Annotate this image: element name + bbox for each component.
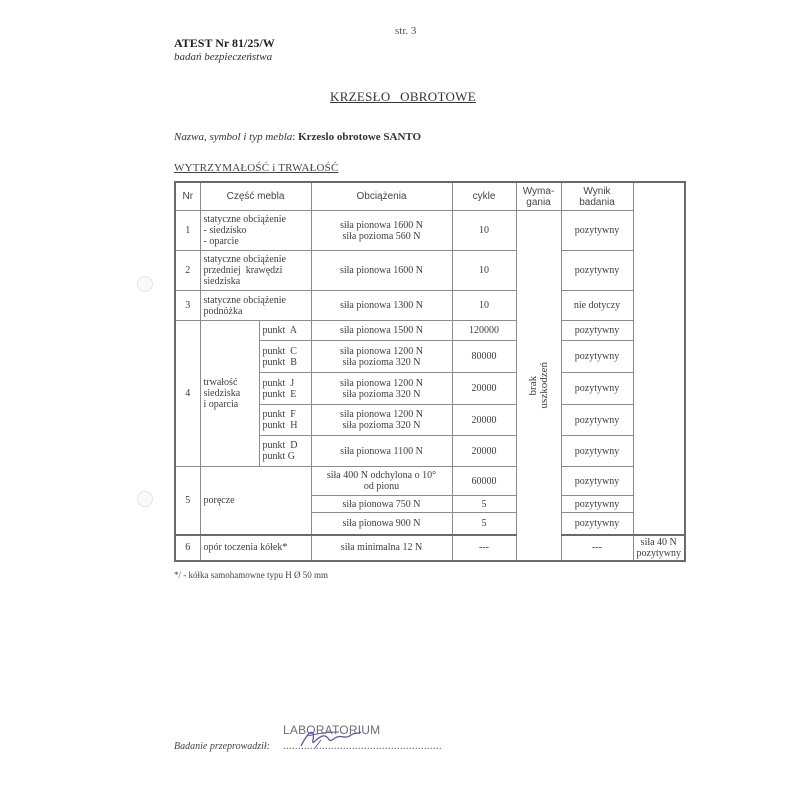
certificate-number: ATEST Nr 81/25/W	[174, 36, 275, 50]
footnote: */ - kółka samohamowne typu H Ø 50 mm	[174, 570, 328, 580]
row-cycles: 10	[452, 251, 516, 291]
furniture-label: Nazwa, symbol i typ mebla	[174, 131, 293, 143]
laboratory-stamp: LABORATORIUM	[283, 723, 381, 737]
table-row	[175, 467, 685, 496]
row-load: siła pionowa 1200 N siła pozioma 320 N	[311, 373, 452, 405]
row-load: siła pionowa 750 N	[311, 496, 452, 513]
row-cycles: 20000	[452, 405, 516, 436]
row-nr: 2	[175, 251, 200, 291]
row-load: siła pionowa 1200 N siła pozioma 320 N	[311, 405, 452, 436]
row-load: siła pionowa 1300 N	[311, 291, 452, 321]
row-result: pozytywny	[561, 405, 633, 436]
header-cycles: cykle	[452, 182, 516, 211]
row-part: opór toczenia kółek*	[200, 535, 311, 561]
row-result: siła 40 N pozytywny	[633, 535, 685, 561]
row-cycles: 20000	[452, 373, 516, 405]
row-nr: 5	[175, 467, 200, 535]
row-load: siła pionowa 900 N	[311, 513, 452, 535]
page-number: str. 3	[395, 25, 417, 37]
row-cycles: 10	[452, 291, 516, 321]
header-part: Część mebla	[200, 182, 311, 211]
row-points: punkt F punkt H	[259, 405, 311, 436]
row-nr: 4	[175, 321, 200, 467]
row-load: siła pionowa 1600 N	[311, 251, 452, 291]
row-result: pozytywny	[561, 513, 633, 535]
row-cycles: 60000	[452, 467, 516, 496]
table-row	[175, 321, 685, 341]
row-cycles: 5	[452, 496, 516, 513]
table-row	[175, 251, 685, 291]
table-row	[175, 211, 685, 251]
row-part: trwałość siedziska i oparcia	[200, 321, 259, 467]
signature-icon	[295, 726, 365, 752]
punch-hole-bottom	[137, 491, 153, 507]
header-nr: Nr	[175, 182, 200, 211]
row-points: punkt J punkt E	[259, 373, 311, 405]
row-load: siła 400 N odchylona o 10° od pionu	[311, 467, 452, 496]
punch-hole-top	[137, 276, 153, 292]
row-cycles: 5	[452, 513, 516, 535]
header-load: Obciążenia	[311, 182, 452, 211]
row-load: siła pionowa 1100 N	[311, 436, 452, 467]
table-header-row	[175, 182, 685, 211]
document-title: KRZESŁO OBROTOWE	[330, 89, 476, 104]
row-points: punkt D punkt G	[259, 436, 311, 467]
signature-line: .....................................................	[283, 741, 442, 752]
row-result: nie dotyczy	[561, 291, 633, 321]
row-part: statyczne obciążenie przedniej krawędzi siedziska	[200, 251, 311, 291]
header-result: Wynik badania	[561, 182, 633, 211]
row-nr: 3	[175, 291, 200, 321]
table-row	[175, 535, 685, 561]
row-requirements: ---	[561, 535, 633, 561]
row-result: pozytywny	[561, 341, 633, 373]
row-nr: 1	[175, 211, 200, 251]
row-load: siła pionowa 1200 N siła pozioma 320 N	[311, 341, 452, 373]
header-requirements: Wyma- gania	[516, 182, 561, 211]
row-part: statyczne obciążenie - siedzisko - oparcie	[200, 211, 311, 251]
requirements-vertical-text: brak uszkodzeń	[526, 362, 550, 409]
row-load: siła pionowa 1600 N siła pozioma 560 N	[311, 211, 452, 251]
row-part: statyczne obciążenie podnóżka	[200, 291, 311, 321]
row-points: punkt A	[259, 321, 311, 341]
row-cycles: 20000	[452, 436, 516, 467]
requirements-merged	[516, 211, 561, 561]
row-cycles: ---	[452, 535, 516, 561]
row-points: punkt C punkt B	[259, 341, 311, 373]
table-row	[175, 291, 685, 321]
row-result: pozytywny	[561, 321, 633, 341]
row-result: pozytywny	[561, 436, 633, 467]
row-load: siła pionowa 1500 N	[311, 321, 452, 341]
row-cycles: 10	[452, 211, 516, 251]
row-result: pozytywny	[561, 211, 633, 251]
furniture-value: Krzeslo obrotowe SANTO	[298, 131, 422, 143]
row-cycles: 80000	[452, 341, 516, 373]
row-load: siła minimalna 12 N	[311, 535, 452, 561]
row-result: pozytywny	[561, 373, 633, 405]
row-cycles: 120000	[452, 321, 516, 341]
furniture-name-line: Nazwa, symbol i typ mebla: Krzeslo obrotowe SANTO	[174, 131, 422, 143]
section-title: WYTRZYMAŁOŚĆ i TRWAŁOŚĆ	[174, 162, 339, 174]
row-result: pozytywny	[561, 496, 633, 513]
row-result: pozytywny	[561, 467, 633, 496]
certificate-subtitle: badań bezpieczeństwa	[174, 51, 273, 63]
signed-by-label: Badanie przeprowadził:	[174, 741, 271, 752]
row-part: poręcze	[200, 467, 311, 535]
row-nr: 6	[175, 535, 200, 561]
row-result: pozytywny	[561, 251, 633, 291]
results-table	[174, 181, 686, 562]
